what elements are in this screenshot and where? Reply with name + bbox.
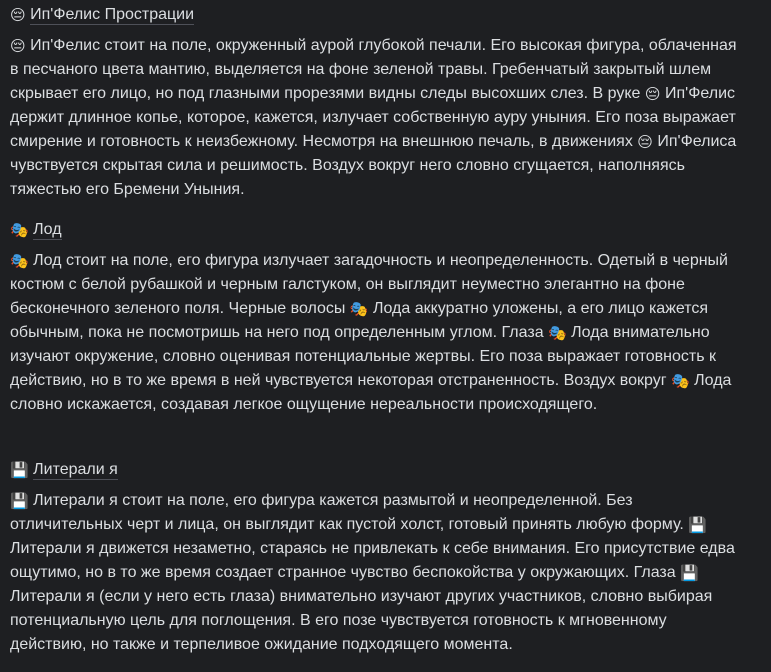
body-text: Литерали я (если у него есть глаза) внимательно изучают других участников, словно выбирая потенциальную цель для поглощения. В его позе чувствуется готовность к мгновенному действию, но также и терпеливое ожидание подходящего момента.: [10, 588, 713, 653]
body-text: Лод стоит на поле, его фигура излучает загадочность и неопределенность. Одетый в черный костюм с белой рубашкой и черным галстуком, он выглядит неуместно элегантно на фоне бесконечного зеленого поля. Черные волосы: [10, 252, 728, 317]
performing-arts-icon: 🎭: [10, 221, 29, 239]
section-body: [10, 34, 743, 202]
body-text: Ип'Фелис держит длинное копье, которое, кажется, излучает собственную ауру уныния. Его поза выражает смирение и готовность к неизбежному. Несмотря на внешнюю печаль, в движениях: [10, 85, 736, 150]
section-title-text: Литерали я: [33, 461, 118, 478]
performing-arts-icon: 🎭: [349, 300, 369, 318]
floppy-disk-icon: 💾: [10, 492, 29, 510]
section-title: [10, 218, 743, 242]
body-text: Лода внимательно изучают окружение, словно оценивая потенциальные жертвы. Его поза выражает готовность к действию, но в то же время в ней чувствуется некоторая отстраненность. Воздух вокруг: [10, 324, 717, 389]
section-body: [10, 489, 743, 657]
body-text: Ип'Фелиса чувствуется скрытая сила и решимость. Воздух вокруг него словно сгущается, наполняясь тяжестью его Бремени Уныния.: [10, 133, 737, 198]
body-text: Литерали я движется незаметно, стараясь не привлекать к себе внимания. Его присутствие едва ощутимо, но в то же время создает странное чувство беспокойства у окружающих. Глаза: [10, 540, 735, 581]
pensive-face-icon: 😔: [644, 85, 661, 103]
section-body: [10, 249, 743, 417]
character-section-lod: [10, 218, 743, 417]
floppy-disk-icon: 💾: [680, 564, 699, 582]
performing-arts-icon: 🎭: [671, 372, 690, 390]
floppy-disk-icon: 💾: [688, 516, 707, 534]
section-title-text: Ип'Фелис Прострации: [30, 6, 195, 23]
body-text: Лода словно искажается, создавая легкое ощущение нереальности происходящего.: [10, 372, 732, 413]
body-text: Лода аккуратно уложены, а его лицо кажется обычным, пока не посмотришь на него под определенным углом. Глаза: [10, 300, 709, 341]
body-text: Литерали я стоит на поле, его фигура кажется размытой и неопределенной. Без отличительных черт и лица, он выглядит как пустой холст, готовый принять любую форму.: [10, 492, 689, 533]
performing-arts-icon: 🎭: [10, 252, 29, 270]
section-title: [10, 458, 743, 482]
pensive-face-icon: 😔: [10, 37, 26, 55]
section-title: [10, 3, 743, 27]
section-title-text: Лод: [33, 221, 62, 238]
character-section-literali: [10, 458, 743, 657]
pensive-face-icon: 😔: [10, 6, 26, 24]
floppy-disk-icon: 💾: [10, 461, 29, 479]
body-text: Ип'Фелис стоит на поле, окруженный аурой глубокой печали. Его высокая фигура, облаченная в песчаного цвета мантию, выделяется на фоне зеленой травы. Гребенчатый закрытый шлем скрывает его лицо, но под глазными прорезями видны следы высохших слез. В руке: [10, 37, 737, 102]
performing-arts-icon: 🎭: [548, 324, 567, 342]
character-section-ipfelis: [10, 3, 743, 202]
pensive-face-icon: 😔: [637, 133, 653, 151]
